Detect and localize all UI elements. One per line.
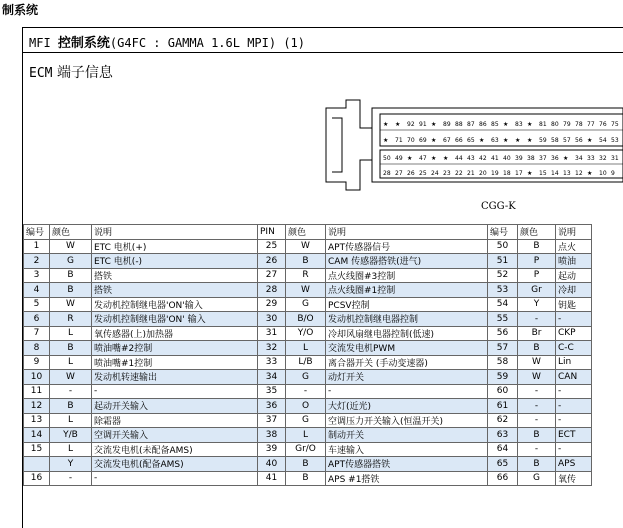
- table-cell: L: [50, 355, 92, 370]
- table-cell: APS #1搭铁: [326, 471, 488, 486]
- connector-pin: 63: [491, 137, 499, 144]
- connector-pin: ★: [479, 137, 485, 144]
- connector-pin: 37: [539, 155, 547, 162]
- connector-pin: ★: [431, 155, 437, 162]
- table-cell: B: [518, 457, 556, 472]
- connector-pin: 92: [407, 121, 415, 128]
- table-cell: W: [286, 283, 326, 298]
- table-cell: 发动机转速输出: [92, 370, 258, 385]
- connector-pin: 27: [395, 170, 403, 177]
- section-title: 制系统: [2, 3, 39, 17]
- connector-pin: 57: [563, 137, 571, 144]
- table-cell: 28: [258, 283, 286, 298]
- table-cell: 冷却风扇继电器控制(低速): [326, 326, 488, 341]
- table-cell: PCSV控制: [326, 297, 488, 312]
- table-cell: 13: [24, 413, 50, 428]
- title-engine: (G4FC : GAMMA 1.6L MPI) (1): [109, 36, 305, 50]
- table-cell: 9: [24, 355, 50, 370]
- table-cell: 离合器开关 (手动变速器): [326, 355, 488, 370]
- table-cell: 喷油嘴#1控制: [92, 355, 258, 370]
- connector-pin: 86: [479, 121, 487, 128]
- connector-pin: ★: [587, 170, 593, 177]
- table-cell: 12: [24, 399, 50, 414]
- table-cell: R: [286, 268, 326, 283]
- table-cell: 喷油: [556, 254, 592, 269]
- table-cell: -: [50, 471, 92, 486]
- table-cell: P: [518, 254, 556, 269]
- connector-pin: ★: [395, 121, 401, 128]
- col-no-3: 编号: [488, 225, 518, 240]
- table-cell: -: [92, 471, 258, 486]
- table-cell: -: [556, 399, 592, 414]
- table-cell: 氧传: [556, 471, 592, 486]
- connector-pin: 13: [563, 170, 571, 177]
- connector-pin: 20: [479, 170, 487, 177]
- connector-pin: ★: [563, 155, 569, 162]
- table-cell: O: [286, 399, 326, 414]
- table-cell: B: [50, 268, 92, 283]
- table-cell: -: [50, 384, 92, 399]
- table-cell: Lin: [556, 355, 592, 370]
- connector-pin: 19: [491, 170, 499, 177]
- connector-pin: ★: [383, 137, 389, 144]
- connector-pin: 79: [563, 121, 571, 128]
- table-cell: 3: [24, 268, 50, 283]
- table-cell: -: [286, 384, 326, 399]
- table-cell: B: [50, 341, 92, 356]
- table-cell: G: [286, 370, 326, 385]
- table-cell: 2: [24, 254, 50, 269]
- table-cell: 66: [488, 471, 518, 486]
- table-cell: 39: [258, 442, 286, 457]
- connector-pin: 9: [611, 170, 615, 177]
- table-cell: Gr/O: [286, 442, 326, 457]
- connector-pin: 80: [551, 121, 559, 128]
- table-cell: B: [518, 341, 556, 356]
- table-cell: 53: [488, 283, 518, 298]
- table-cell: 4: [24, 283, 50, 298]
- table-cell: C-C: [556, 341, 592, 356]
- col-desc-3: 说明: [556, 225, 592, 240]
- table-cell: B: [518, 239, 556, 254]
- table-cell: 10: [24, 370, 50, 385]
- connector-pin: ★: [407, 155, 413, 162]
- table-cell: W: [50, 239, 92, 254]
- table-cell: 29: [258, 297, 286, 312]
- table-cell: 62: [488, 413, 518, 428]
- table-row: [24, 283, 592, 298]
- table-cell: 34: [258, 370, 286, 385]
- table-cell: G: [518, 471, 556, 486]
- table-cell: W: [518, 355, 556, 370]
- table-cell: 32: [258, 341, 286, 356]
- ecm-heading: [29, 62, 113, 82]
- table-cell: -: [92, 384, 258, 399]
- table-cell: 点火线圈#3控制: [326, 268, 488, 283]
- connector-pin: 49: [395, 155, 403, 162]
- table-cell: -: [518, 384, 556, 399]
- document-title: [29, 32, 305, 51]
- title-system: 控制系统: [57, 36, 110, 51]
- table-cell: APT传感器信号: [326, 239, 488, 254]
- table-cell: 36: [258, 399, 286, 414]
- table-cell: Y/O: [286, 326, 326, 341]
- table-cell: 60: [488, 384, 518, 399]
- connector-pin: 32: [599, 155, 607, 162]
- connector-pin: 77: [587, 121, 595, 128]
- connector-pin: 66: [455, 137, 463, 144]
- col-color-2: 颜色: [286, 225, 326, 240]
- table-cell: ETC 电机(-): [92, 254, 258, 269]
- table-cell: -: [518, 312, 556, 327]
- table-cell: -: [556, 312, 592, 327]
- connector-pin: 75: [611, 121, 619, 128]
- table-cell: 5: [24, 297, 50, 312]
- connector-pin: 23: [443, 170, 451, 177]
- connector-pin: 34: [575, 155, 583, 162]
- ecm-label: ECM: [29, 66, 53, 81]
- table-cell: 41: [258, 471, 286, 486]
- table-cell: 7: [24, 326, 50, 341]
- table-cell: 11: [24, 384, 50, 399]
- connector-pin: 24: [431, 170, 439, 177]
- table-cell: -: [518, 442, 556, 457]
- table-cell: B: [286, 457, 326, 472]
- table-cell: Y/B: [50, 428, 92, 443]
- table-cell: 发动机控制继电器'ON' 输入: [92, 312, 258, 327]
- table-cell: W: [50, 370, 92, 385]
- connector-pin: 53: [611, 137, 619, 144]
- table-cell: -: [556, 413, 592, 428]
- table-row: [24, 341, 592, 356]
- col-desc-1: 说明: [92, 225, 258, 240]
- connector-pin: 36: [551, 155, 559, 162]
- table-cell: B: [50, 283, 92, 298]
- col-color-1: 颜色: [50, 225, 92, 240]
- connector-pin: 25: [419, 170, 427, 177]
- connector-pin: ★: [503, 121, 509, 128]
- table-row: [24, 268, 592, 283]
- connector-pin: ★: [431, 121, 437, 128]
- table-cell: W: [286, 239, 326, 254]
- title-divider: [23, 52, 623, 53]
- table-cell: 起动: [556, 268, 592, 283]
- table-cell: 交流发电机(配备AMS): [92, 457, 258, 472]
- table-cell: 14: [24, 428, 50, 443]
- table-cell: CKP: [556, 326, 592, 341]
- table-cell: 25: [258, 239, 286, 254]
- table-cell: ECT: [556, 428, 592, 443]
- table-cell: -: [518, 413, 556, 428]
- connector-pin: 21: [467, 170, 475, 177]
- connector-pin: ★: [527, 170, 533, 177]
- col-color-3: 颜色: [518, 225, 556, 240]
- table-cell: [24, 457, 50, 472]
- table-cell: 51: [488, 254, 518, 269]
- connector-label: CGG-K: [481, 201, 516, 212]
- table-cell: B: [286, 254, 326, 269]
- table-cell: 33: [258, 355, 286, 370]
- table-cell: -: [556, 384, 592, 399]
- table-cell: 40: [258, 457, 286, 472]
- connector-pin: ★: [587, 137, 593, 144]
- connector-pin: 88: [455, 121, 463, 128]
- table-cell: 搭铁: [92, 283, 258, 298]
- table-cell: 发动机控制继电器'ON'输入: [92, 297, 258, 312]
- connector-pin: 43: [467, 155, 475, 162]
- table-cell: L: [50, 413, 92, 428]
- table-cell: L: [50, 326, 92, 341]
- table-cell: 氧传感器(上)加热器: [92, 326, 258, 341]
- table-cell: G: [50, 254, 92, 269]
- table-cell: 15: [24, 442, 50, 457]
- table-cell: L/B: [286, 355, 326, 370]
- connector-pin: 65: [467, 137, 475, 144]
- table-cell: 车速输入: [326, 442, 488, 457]
- connector-pin: 18: [503, 170, 511, 177]
- table-cell: 点火线圈#1控制: [326, 283, 488, 298]
- connector-pin: 70: [407, 137, 415, 144]
- connector-pin: ★: [431, 137, 437, 144]
- table-row: [24, 457, 592, 472]
- connector-pin: ★: [527, 137, 533, 144]
- table-cell: 大灯(近光): [326, 399, 488, 414]
- table-cell: 52: [488, 268, 518, 283]
- terminal-table: [23, 224, 592, 486]
- connector-pin: 67: [443, 137, 451, 144]
- table-cell: 钥匙: [556, 297, 592, 312]
- table-cell: B: [286, 471, 326, 486]
- connector-pin: 50: [383, 155, 391, 162]
- col-desc-2: 说明: [326, 225, 488, 240]
- table-cell: 1: [24, 239, 50, 254]
- table-cell: ETC 电机(+): [92, 239, 258, 254]
- table-cell: G: [286, 297, 326, 312]
- col-no-1: 编号: [24, 225, 50, 240]
- connector-pin: 69: [419, 137, 427, 144]
- table-cell: 54: [488, 297, 518, 312]
- connector-pin: 87: [467, 121, 475, 128]
- connector-pin: 78: [575, 121, 583, 128]
- connector-pin-labels: [383, 121, 619, 177]
- connector-pin: 39: [515, 155, 523, 162]
- connector-pin: 26: [407, 170, 415, 177]
- connector-pin: 47: [419, 155, 427, 162]
- table-cell: L: [286, 341, 326, 356]
- table-cell: -: [518, 399, 556, 414]
- table-cell: 59: [488, 370, 518, 385]
- table-row: [24, 384, 592, 399]
- connector-pin: 10: [599, 170, 607, 177]
- table-cell: 交流发电机(未配备AMS): [92, 442, 258, 457]
- table-row: [24, 370, 592, 385]
- table-cell: 31: [258, 326, 286, 341]
- table-cell: -: [556, 442, 592, 457]
- table-cell: P: [518, 268, 556, 283]
- table-row: [24, 239, 592, 254]
- document-frame: [22, 27, 623, 528]
- connector-pin: 17: [515, 170, 523, 177]
- table-row: [24, 312, 592, 327]
- table-row: [24, 471, 592, 486]
- table-cell: Y: [518, 297, 556, 312]
- table-cell: 8: [24, 341, 50, 356]
- table-cell: 35: [258, 384, 286, 399]
- table-row: [24, 442, 592, 457]
- table-cell: 6: [24, 312, 50, 327]
- table-cell: APT传感器搭铁: [326, 457, 488, 472]
- connector-pin: 71: [395, 137, 403, 144]
- table-row: [24, 297, 592, 312]
- table-cell: W: [50, 297, 92, 312]
- table-cell: 27: [258, 268, 286, 283]
- connector-pin: 81: [539, 121, 547, 128]
- table-row: [24, 428, 592, 443]
- table-cell: 冷却: [556, 283, 592, 298]
- table-cell: 50: [488, 239, 518, 254]
- connector-pin: 22: [455, 170, 463, 177]
- connector-pin: ★: [443, 155, 449, 162]
- connector-pin: 28: [383, 170, 391, 177]
- connector-pin: 59: [539, 137, 547, 144]
- table-cell: Br: [518, 326, 556, 341]
- table-cell: 65: [488, 457, 518, 472]
- connector-pin: 76: [599, 121, 607, 128]
- table-cell: 55: [488, 312, 518, 327]
- table-cell: -: [326, 384, 488, 399]
- connector-pin: ★: [383, 121, 389, 128]
- table-cell: 发动机控制继电器控制: [326, 312, 488, 327]
- table-row: [24, 326, 592, 341]
- table-cell: 交流发电机PWM: [326, 341, 488, 356]
- table-row: [24, 413, 592, 428]
- table-cell: 点火: [556, 239, 592, 254]
- table-row: [24, 355, 592, 370]
- table-cell: Gr: [518, 283, 556, 298]
- table-cell: B/O: [286, 312, 326, 327]
- table-cell: 16: [24, 471, 50, 486]
- connector-pin: 89: [443, 121, 451, 128]
- table-header-row: [24, 225, 592, 240]
- connector-pin: 12: [575, 170, 583, 177]
- table-cell: 56: [488, 326, 518, 341]
- table-cell: 搭铁: [92, 268, 258, 283]
- connector-pin: 31: [611, 155, 619, 162]
- table-cell: 起动开关输入: [92, 399, 258, 414]
- table-cell: APS: [556, 457, 592, 472]
- table-cell: 61: [488, 399, 518, 414]
- connector-pin: 85: [491, 121, 499, 128]
- table-cell: 38: [258, 428, 286, 443]
- table-cell: Y: [50, 457, 92, 472]
- connector-pin: 56: [575, 137, 583, 144]
- table-cell: 57: [488, 341, 518, 356]
- title-prefix: MFI: [29, 36, 58, 50]
- ecm-connector-diagram: [308, 98, 623, 198]
- connector-pin: 14: [551, 170, 559, 177]
- connector-pin: 44: [455, 155, 463, 162]
- connector-pin: 40: [503, 155, 511, 162]
- table-cell: CAM 传感器搭铁(进气): [326, 254, 488, 269]
- connector-pin: ★: [515, 137, 521, 144]
- table-cell: 空调开关输入: [92, 428, 258, 443]
- table-cell: 64: [488, 442, 518, 457]
- table-cell: L: [286, 428, 326, 443]
- table-cell: R: [50, 312, 92, 327]
- table-row: [24, 399, 592, 414]
- connector-pin: 38: [527, 155, 535, 162]
- table-cell: 63: [488, 428, 518, 443]
- connector-pin: 41: [491, 155, 499, 162]
- table-cell: 58: [488, 355, 518, 370]
- table-cell: 37: [258, 413, 286, 428]
- table-cell: G: [286, 413, 326, 428]
- table-cell: 动灯开关: [326, 370, 488, 385]
- connector-pin: 15: [539, 170, 547, 177]
- table-cell: 26: [258, 254, 286, 269]
- table-cell: 制动开关: [326, 428, 488, 443]
- connector-pin: 54: [599, 137, 607, 144]
- table-cell: 空调压力开关输入(恒温开关): [326, 413, 488, 428]
- connector-pin: 42: [479, 155, 487, 162]
- connector-pin: 91: [419, 121, 427, 128]
- table-cell: CAN: [556, 370, 592, 385]
- connector-pin: 83: [515, 121, 523, 128]
- connector-pin: ★: [527, 121, 533, 128]
- col-pin-2: PIN: [258, 225, 286, 240]
- connector-pin: ★: [503, 137, 509, 144]
- table-cell: B: [518, 428, 556, 443]
- table-cell: B: [50, 399, 92, 414]
- connector-pin: 33: [587, 155, 595, 162]
- ecm-subtitle: 端子信息: [56, 65, 113, 81]
- table-cell: W: [518, 370, 556, 385]
- table-cell: 除霜器: [92, 413, 258, 428]
- table-cell: 30: [258, 312, 286, 327]
- connector-pin: 58: [551, 137, 559, 144]
- table-cell: 喷油嘴#2控制: [92, 341, 258, 356]
- table-cell: L: [50, 442, 92, 457]
- table-row: [24, 254, 592, 269]
